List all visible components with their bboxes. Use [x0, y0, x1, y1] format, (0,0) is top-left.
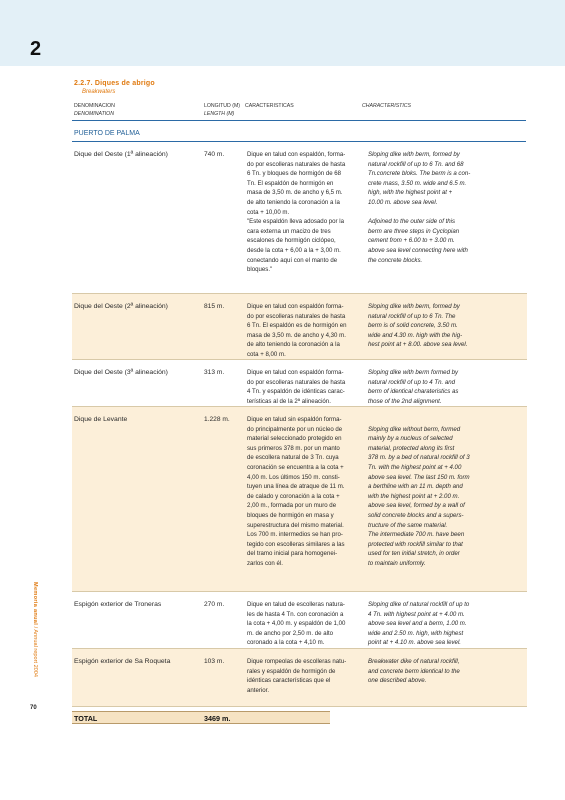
row-characteristics-en [368, 600, 480, 648]
characteristics-en-line [368, 208, 480, 218]
row-denomination: Dique del Oeste (2ª alineación) [74, 303, 168, 310]
characteristics-en-line: one described above. [368, 677, 427, 685]
row-characteristics-es [247, 657, 359, 695]
characteristics-es-line: desde la cota + 6,00 a la + 3,00 m. [247, 246, 341, 254]
characteristics-es-line: Dique rompeolas de escolleras natu- [247, 658, 347, 665]
row-length: 313 m. [204, 369, 225, 376]
characteristics-es-line: Tn. El espaldón de hormigón en [247, 179, 334, 187]
characteristics-en-line: material, protected along its first [368, 444, 455, 452]
column-header-length-en: LENGTH (M) [204, 111, 235, 117]
characteristics-es-line: cara externa un macizo de tres [247, 227, 331, 235]
row-denomination: Dique del Oeste (1ª alineación) [74, 151, 168, 158]
column-header-length [204, 102, 240, 118]
characteristics-en-line: Sloping dike without berm, formed [368, 425, 461, 433]
characteristics-es-line: superestructura del mismo material. [247, 521, 344, 529]
table-row [72, 592, 527, 649]
characteristics-es-line: coronado a la cota + 4,10 m. [247, 639, 325, 647]
section-title: 2.2.7. Diques de abrigo [74, 80, 155, 87]
side-caption [32, 582, 38, 782]
characteristics-es-line: les de hasta 4 Tn. con coronación a [247, 610, 344, 618]
characteristics-en-line: tructure of the same material. [368, 521, 448, 529]
column-header-char-es: CARACTERISTICAS [245, 103, 294, 109]
characteristics-es-line: bloques." [247, 266, 273, 274]
characteristics-en-line: those of the 2nd alignment. [368, 397, 442, 405]
characteristics-es-line: do por escolleras naturales de hasta [247, 378, 346, 386]
row-characteristics-en [368, 415, 480, 569]
characteristics-en-line: Sloping dike with berm, formed by [368, 303, 460, 310]
characteristics-es-line: de alto teniendo la coronación a la [247, 198, 340, 206]
characteristics-es-line: 4 Tn. y espaldón de idénticas carac- [247, 388, 345, 396]
characteristics-es-line: Dique en talud con espaldón forma- [247, 369, 344, 376]
column-header-length-es: LONGITUD (M) [204, 103, 241, 109]
characteristics-en-line: hest point at + 8.00. above sea level. [368, 341, 468, 349]
characteristics-es-line: masa de 3,50 m. de ancho y 4,30 m. [247, 331, 346, 339]
characteristics-es-line: Dique en talud con espaldón forma- [247, 303, 344, 310]
characteristics-es-line: masa de 3,50 m. de ancho y 6,5 m. [247, 189, 343, 197]
row-denomination: Dique de Levante [74, 416, 128, 423]
characteristics-es-line: 2,00 m., formada por un muro de [247, 502, 337, 510]
total-row [72, 711, 330, 724]
characteristics-en-line: berm is of solid concrete, 3.50 m. [368, 322, 458, 330]
section-subtitle: Breakwaters [82, 89, 116, 95]
characteristics-en-line: 10.00 m. above sea level. [368, 198, 438, 206]
characteristics-en-line: mainly by a nucleus of selected [368, 435, 453, 443]
table-row [72, 649, 527, 707]
header-divider [72, 120, 526, 121]
characteristics-es-line: escalones de hormigón ciclópeo, [247, 237, 336, 245]
characteristics-en-line: wide and 2.50 m. high, with highest [368, 629, 464, 637]
characteristics-en-line: protected with rockfill similar to that [368, 540, 463, 548]
characteristics-en-line: solid concrete blocks and a supers- [368, 511, 464, 519]
characteristics-en-line: above sea level. The last 150 m. form [368, 473, 470, 481]
chapter-number: 2 [30, 38, 42, 60]
characteristics-en-line: natural rockfill of up to 6 Tn. and 68 [368, 160, 464, 168]
characteristics-en-line: 378 m. by a bed of natural rockfill of 3 [368, 454, 470, 462]
characteristics-es-line: cota + 10,00 m. [247, 208, 290, 216]
characteristics-es-line: "Este espaldón lleva adosado por la [247, 218, 345, 226]
characteristics-en-line: crete mass, 3.50 m. wide and 6.5 m. [368, 179, 467, 187]
characteristics-en-line: wide and 4.30 m. high with the hig- [368, 331, 463, 339]
row-length: 740 m. [204, 151, 225, 158]
characteristics-es-line: sus primeros 378 m. por un manto [247, 444, 340, 452]
row-length: 103 m. [204, 658, 225, 665]
characteristics-en-line [368, 415, 480, 425]
characteristics-es-line: coronación se encuentra a la cota + [247, 463, 344, 471]
characteristics-es-line: bloques de hormigón en masa y [247, 511, 334, 519]
characteristics-en-line: high, with the highest point at + [368, 189, 453, 197]
characteristics-es-line: Dique en talud sin espaldón forma- [247, 416, 342, 423]
characteristics-en-line: used for ten initial stretch, in order [368, 550, 460, 558]
characteristics-es-line: rales y espaldón de hormigón de [247, 667, 336, 675]
characteristics-en-line: Breakwater dike of natural rockfill, [368, 658, 460, 665]
characteristics-en-line: Sloping dike with berm formed by [368, 369, 459, 376]
characteristics-en-line: above sea level, formed by a wall of [368, 502, 465, 510]
characteristics-es-line: terísticas al de la 2ª alineación. [247, 397, 331, 405]
characteristics-es-line: Los 700 m. intermedios se han pro- [247, 531, 343, 539]
characteristics-es-line: de alto teniendo la coronación a la [247, 341, 340, 349]
characteristics-es-line: do principalmente por un núcleo de [247, 425, 343, 433]
characteristics-en-line: Tn. with the highest point at + 4.00 [368, 463, 462, 471]
table-row [72, 360, 527, 407]
chapter-header-band [0, 0, 565, 66]
characteristics-es-line: Dique en talud de escolleras natura- [247, 601, 345, 608]
page-number: 70 [30, 705, 37, 711]
row-characteristics-en [368, 150, 480, 265]
characteristics-en-line: Adjoined to the outer side of this [368, 218, 456, 226]
row-length: 815 m. [204, 303, 225, 310]
characteristics-en-line: The intermediate 700 m. have been [368, 531, 465, 539]
characteristics-en-line: and concrete berm identical to the [368, 667, 460, 675]
characteristics-es-line: do por escolleras naturales de hasta [247, 160, 346, 168]
characteristics-es-line: material seleccionado protegido en [247, 435, 342, 443]
characteristics-en-line: berm of identical charateristics as [368, 388, 459, 396]
row-denomination: Espigón exterior de Sa Roqueta [74, 658, 171, 665]
row-characteristics-en [368, 657, 480, 686]
characteristics-en-line: to maintain uniformly. [368, 559, 426, 567]
characteristics-en-line: with the highest point at + 2.00 m. [368, 492, 460, 500]
row-denomination: Dique del Oeste (3ª alineación) [74, 369, 168, 376]
row-characteristics-en [368, 302, 480, 350]
characteristics-en-line: berm are three steps in Cyclopian [368, 227, 460, 235]
row-characteristics-es [247, 368, 359, 406]
characteristics-en-line: above sea level and a berm, 1.00 m. [368, 620, 467, 628]
characteristics-en-line: point at + 4.10 m. above sea level. [368, 639, 461, 647]
column-header-name [74, 102, 115, 118]
table-row [72, 142, 527, 294]
total-value: 3469 m. [204, 714, 231, 723]
row-characteristics-es [247, 150, 359, 275]
side-caption-rest: / Annual report 2004 [32, 625, 38, 678]
row-characteristics-es [247, 600, 359, 648]
row-length: 1.228 m. [204, 416, 230, 423]
characteristics-es-line: de calado y coronación a la cota + [247, 492, 340, 500]
characteristics-es-line: do por escolleras naturales de hasta [247, 312, 346, 320]
column-header-char-en: CHARACTERISTICS [362, 103, 411, 109]
characteristics-es-line: de escollera natural de 3 Tn. cuya [247, 454, 339, 462]
side-caption-title: Memoria anual [32, 582, 38, 626]
table-row [72, 294, 527, 360]
characteristics-en-line: above sea level connecting here with [368, 246, 468, 254]
characteristics-en-line: the concrete blocks. [368, 256, 423, 264]
characteristics-en-line: natural rockfill of up to 6 Tn. The [368, 312, 456, 320]
characteristics-es-line: cota + 8,00 m. [247, 350, 286, 358]
characteristics-en-line: Sloping dike with berm, formed by [368, 151, 460, 158]
characteristics-en-line: a berthline with an 11 m. depth and [368, 483, 463, 491]
characteristics-es-line: la cota + 4,00 m. y espaldón de 1,00 [247, 620, 346, 628]
characteristics-es-line: del tramo inicial para homogenei- [247, 550, 338, 558]
row-denomination: Espigón exterior de Troneras [74, 601, 162, 608]
characteristics-es-line: tegido con escolleras similares a las [247, 540, 345, 548]
characteristics-es-line: tuyen una línea de atraque de 11 m. [247, 483, 345, 491]
characteristics-en-line: Tn.concrete bloks. The berm is a con- [368, 170, 471, 178]
characteristics-es-line: idénticas características que el [247, 677, 331, 685]
group-title: PUERTO DE PALMA [74, 130, 140, 137]
column-header-name-es: DENOMINACION [74, 103, 115, 109]
characteristics-es-line: m. de ancho por 2,50 m. de alto [247, 629, 334, 637]
characteristics-en-line: cement from + 6.00 to + 3.00 m. [368, 237, 455, 245]
characteristics-es-line: 4,00 m. Los últimos 150 m. consti- [247, 473, 340, 481]
characteristics-es-line: 6 Tn. El espaldón es de hormigón en [247, 322, 347, 330]
characteristics-es-line: Dique en talud con espaldón, forma- [247, 151, 346, 158]
column-header-name-en: DENOMINATION [74, 111, 114, 117]
characteristics-es-line: 6 Tn. y bloques de hormigón de 68 [247, 170, 342, 178]
characteristics-es-line: zarlos con él. [247, 559, 283, 567]
table-row [72, 407, 527, 592]
row-characteristics-es [247, 302, 359, 360]
characteristics-es-line: conectando aquí con el manto de [247, 256, 338, 264]
row-characteristics-es [247, 415, 359, 569]
characteristics-en-line: natural rockfill of up to 4 Tn. and [368, 378, 456, 386]
characteristics-es-line: anterior. [247, 686, 270, 694]
total-label: TOTAL [74, 714, 98, 723]
characteristics-en-line: 4 Tn. with highest point at + 4.00 m. [368, 610, 465, 618]
row-characteristics-en [368, 368, 480, 406]
row-length: 270 m. [204, 601, 225, 608]
characteristics-en-line: Sloping dike of natural rockfill of up to [368, 601, 470, 608]
